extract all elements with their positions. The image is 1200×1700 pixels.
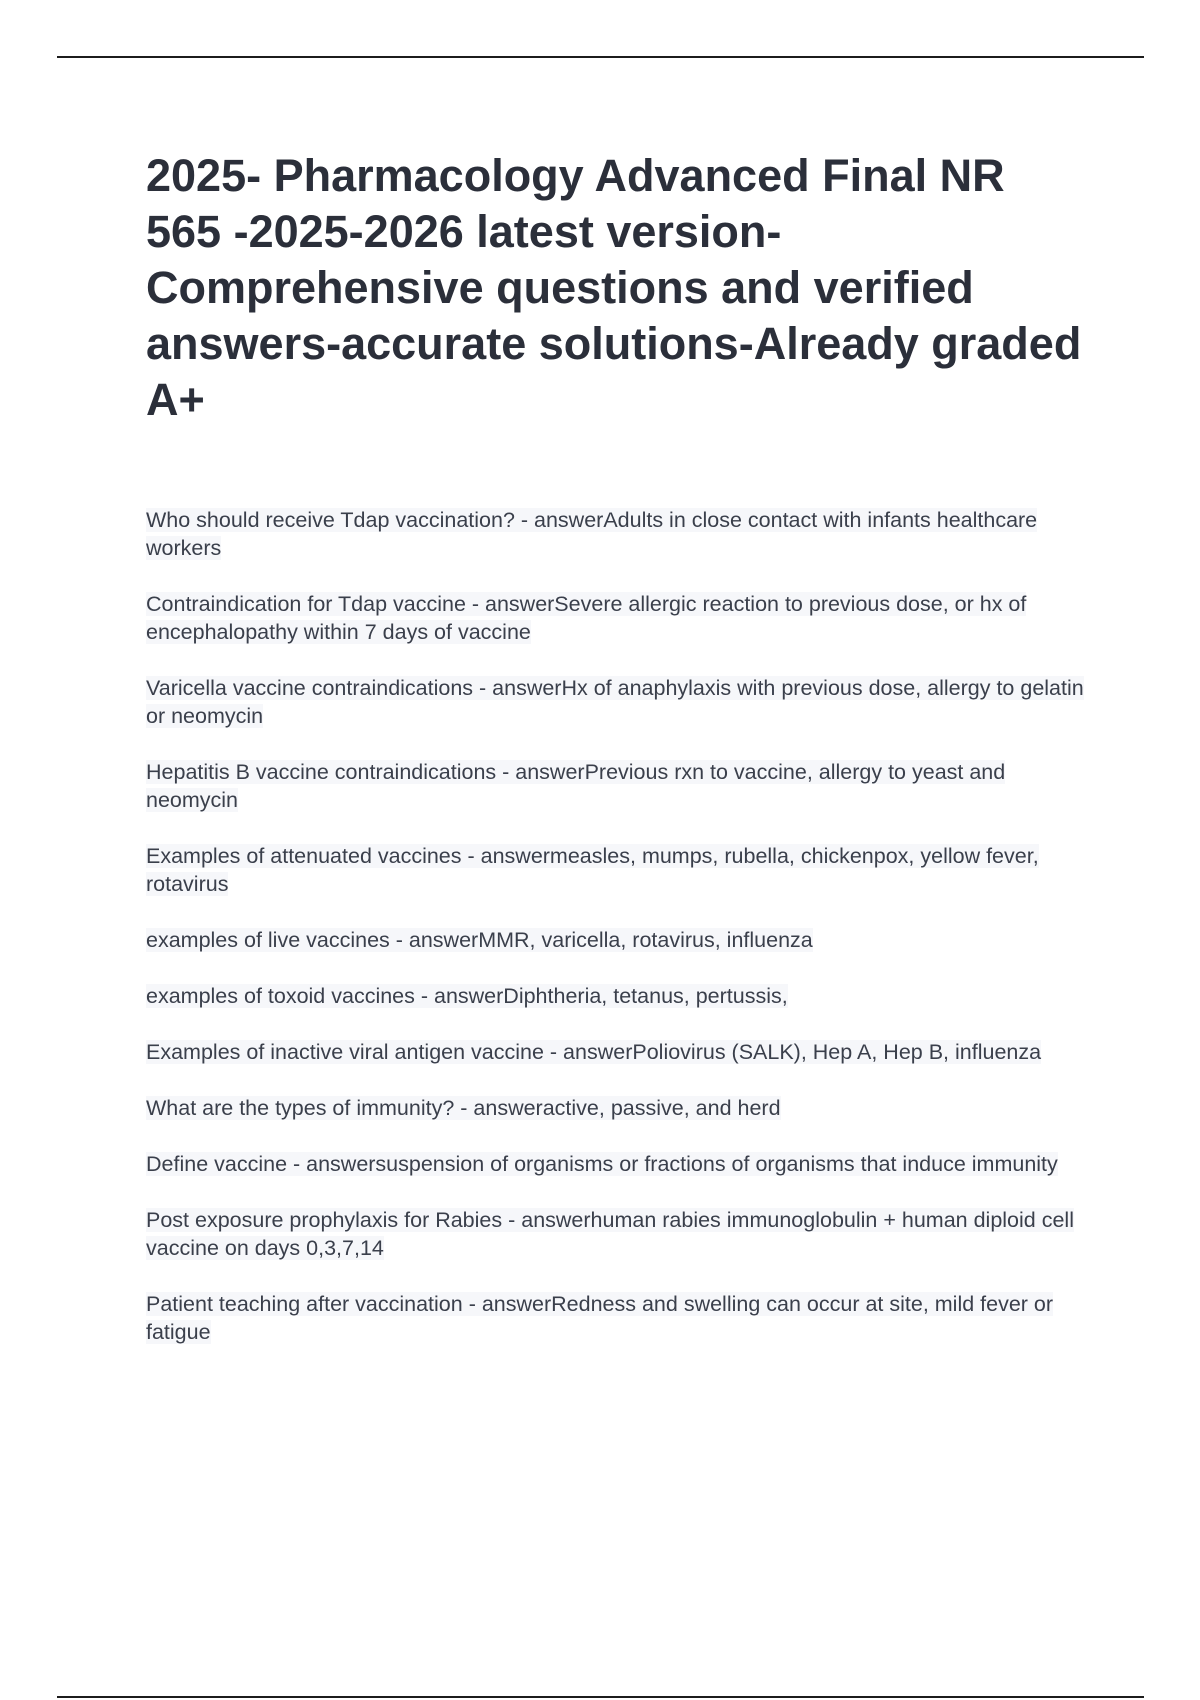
bottom-divider: [57, 1696, 1144, 1698]
qa-list: [146, 506, 1091, 1374]
qa-item: [146, 842, 1091, 898]
qa-item: [146, 1290, 1091, 1346]
qa-item: [146, 1150, 1091, 1178]
qa-text: examples of live vaccines - answerMMR, varicella, rotavirus, influenza: [146, 928, 813, 952]
qa-text: Contraindication for Tdap vaccine - answerSevere allergic reaction to previous dose, or hx of encephalopathy within 7 days of vaccine: [146, 592, 1027, 644]
qa-text: Patient teaching after vaccination - answerRedness and swelling can occur at site, mild fever or fatigue: [146, 1292, 1054, 1344]
qa-text: Define vaccine - answersuspension of organisms or fractions of organisms that induce immunity: [146, 1152, 1058, 1176]
qa-text: Hepatitis B vaccine contraindications - answerPrevious rxn to vaccine, allergy to yeast and neomycin: [146, 760, 1006, 812]
qa-item: [146, 1038, 1091, 1066]
qa-item: [146, 1094, 1091, 1122]
document-title: 2025- Pharmacology Advanced Final NR 565 -2025-2026 latest version-Comprehensive questions and verified answers-accurate solutions-Already graded A+: [146, 150, 1082, 425]
qa-text: Examples of attenuated vaccines - answermeasles, mumps, rubella, chickenpox, yellow fever, rotavirus: [146, 844, 1039, 896]
qa-item: [146, 926, 1091, 954]
qa-item: [146, 506, 1091, 562]
qa-text: examples of toxoid vaccines - answerDiphtheria, tetanus, pertussis,: [146, 984, 788, 1008]
qa-text: Who should receive Tdap vaccination? - answerAdults in close contact with infants healthcare workers: [146, 508, 1038, 560]
qa-item: [146, 1206, 1091, 1262]
qa-text: Varicella vaccine contraindications - answerHx of anaphylaxis with previous dose, allergy to gelatin or neomycin: [146, 676, 1084, 728]
qa-item: [146, 982, 1091, 1010]
qa-text: Examples of inactive viral antigen vaccine - answerPoliovirus (SALK), Hep A, Hep B, influenza: [146, 1040, 1042, 1064]
qa-item: [146, 674, 1091, 730]
qa-text: What are the types of immunity? - answeractive, passive, and herd: [146, 1096, 781, 1120]
qa-item: [146, 758, 1091, 814]
qa-text: Post exposure prophylaxis for Rabies - answerhuman rabies immunoglobulin + human diploid cell vaccine on days 0,3,7,14: [146, 1208, 1074, 1260]
qa-item: [146, 590, 1091, 646]
top-divider: [57, 56, 1144, 58]
